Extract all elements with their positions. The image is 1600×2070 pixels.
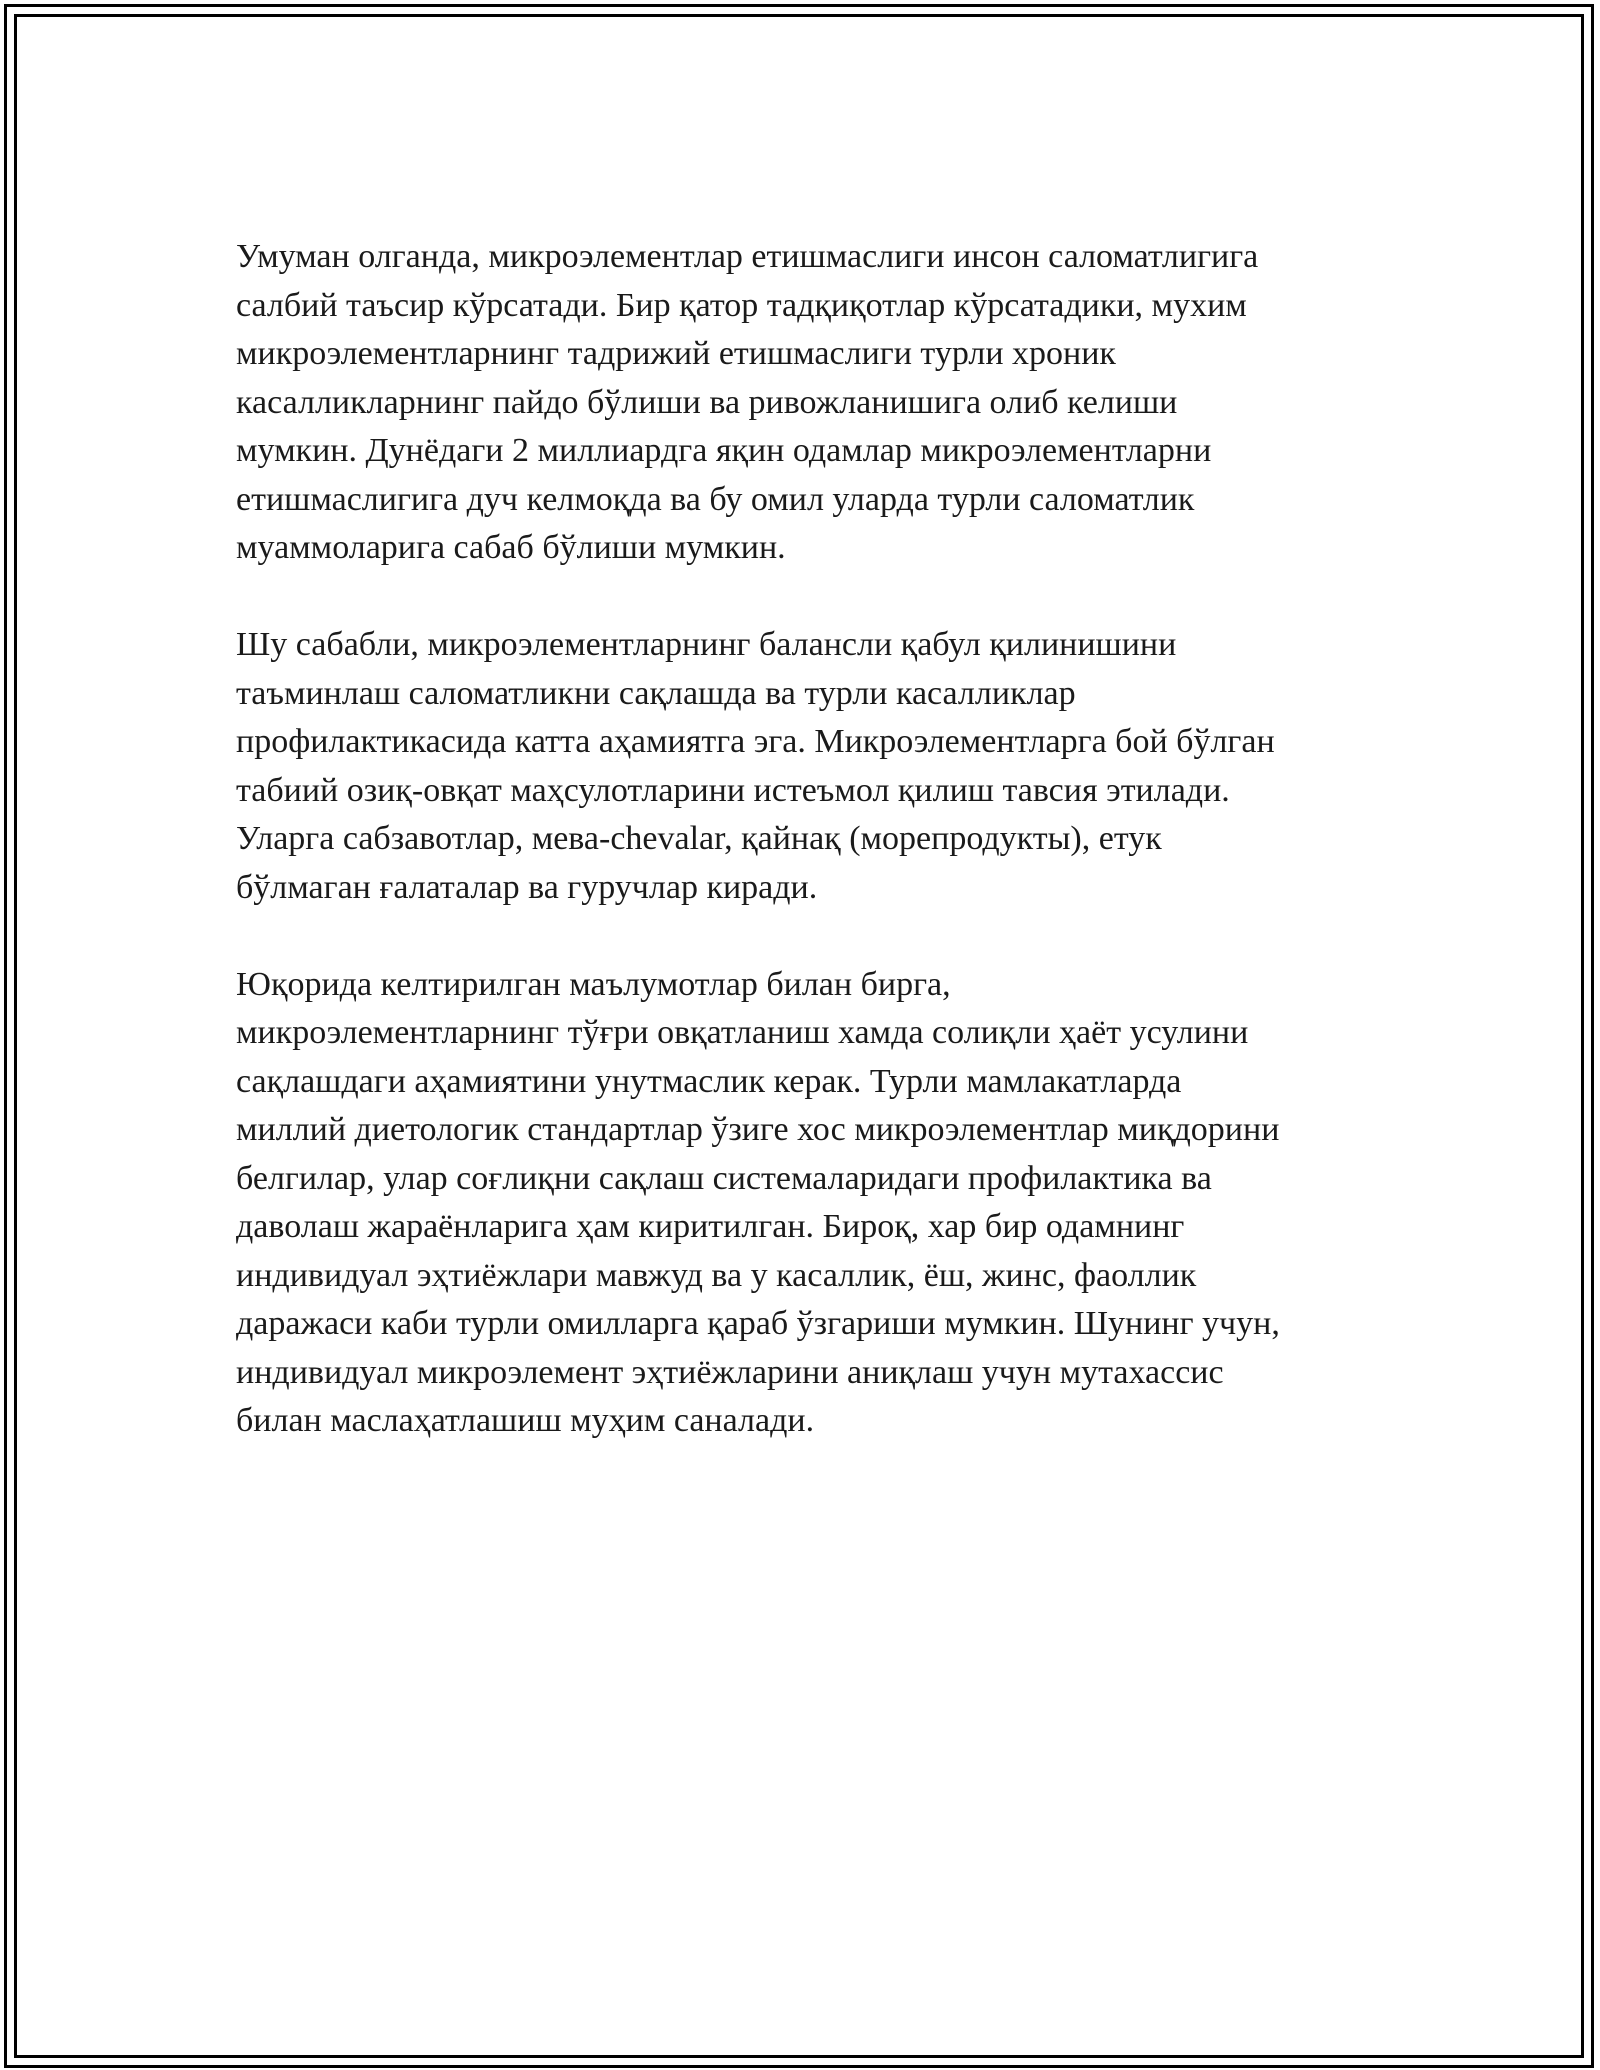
paragraph-1: [236, 233, 1376, 573]
text-line: индивидуал микроэлемент эҳтиёжларини аниқлаш учун мутахассис: [236, 1353, 1224, 1391]
text-line: касалликларнинг пайдо бўлиши ва ривожланишига олиб келиши: [236, 383, 1178, 421]
text-line: таъминлаш саломатликни сақлашда ва турли касалликлар: [236, 674, 1076, 712]
text-line: Юқорида келтирилган маълумотлар билан бирга,: [236, 965, 951, 1003]
text-line: белгилар, улар соғлиқни сақлаш системаларидаги профилактика ва: [236, 1159, 1212, 1197]
text-line: даволаш жараёнларига ҳам киритилган. Бироқ, хар бир одамнинг: [236, 1208, 1185, 1245]
document-body: [236, 233, 1376, 1494]
text-line: мумкин. Дунёдаги 2 миллиардга яқин одамлар микроэлементларни: [236, 432, 1212, 469]
text-line: микроэлементларнинг тадрижий етишмаслиги турли хроник: [236, 335, 1116, 372]
paragraph-3: [236, 961, 1376, 1446]
text-line: етишмаслигига дуч келмоқда ва бу омил уларда турли саломатлик: [236, 480, 1195, 518]
text-line: Шу сабабли, микроэлементларнинг балансли қабул қилинишини: [236, 626, 1177, 663]
text-line: даражаси каби турли омилларга қараб ўзгариши мумкин. Шунинг учун,: [236, 1305, 1280, 1342]
text-line: миллий диетологик стандартлар ўзиге хос микроэлементлар миқдорини: [236, 1111, 1280, 1148]
text-line: Уларга сабзавотлар, мева-chevalar, қайнақ (морепродукты), етук: [236, 820, 1162, 857]
text-line: индивидуал эҳтиёжлари мавжуд ва у касаллик, ёш, жинс, фаоллик: [236, 1256, 1197, 1294]
text-line: профилактикасида катта аҳамиятга эга. Микроэлементларга бой бўлган: [236, 723, 1275, 760]
paragraph-2: [236, 621, 1376, 912]
text-line: бўлмаган ғалаталар ва гуручлар киради.: [236, 868, 818, 906]
text-line: микроэлементларнинг тўғри овқатланиш хамда солиқли ҳаёт усулини: [236, 1014, 1249, 1051]
text-line: сақлашдаги аҳамиятини унутмаслик керак. Турли мамлакатларда: [236, 1062, 1182, 1100]
text-line: муаммоларига сабаб бўлиши мумкин.: [236, 529, 786, 566]
text-line: салбий таъсир кўрсатади. Бир қатор тадқиқотлар кўрсатадики, мухим: [236, 286, 1247, 324]
text-line: билан маслаҳатлашиш муҳим саналади.: [236, 1402, 815, 1439]
text-line: табиий озиқ-овқат маҳсулотларини истеъмол қилиш тавсия этилади.: [236, 771, 1230, 809]
text-line: Умуман олганда, микроэлементлар етишмаслиги инсон саломатлигига: [236, 238, 1259, 275]
